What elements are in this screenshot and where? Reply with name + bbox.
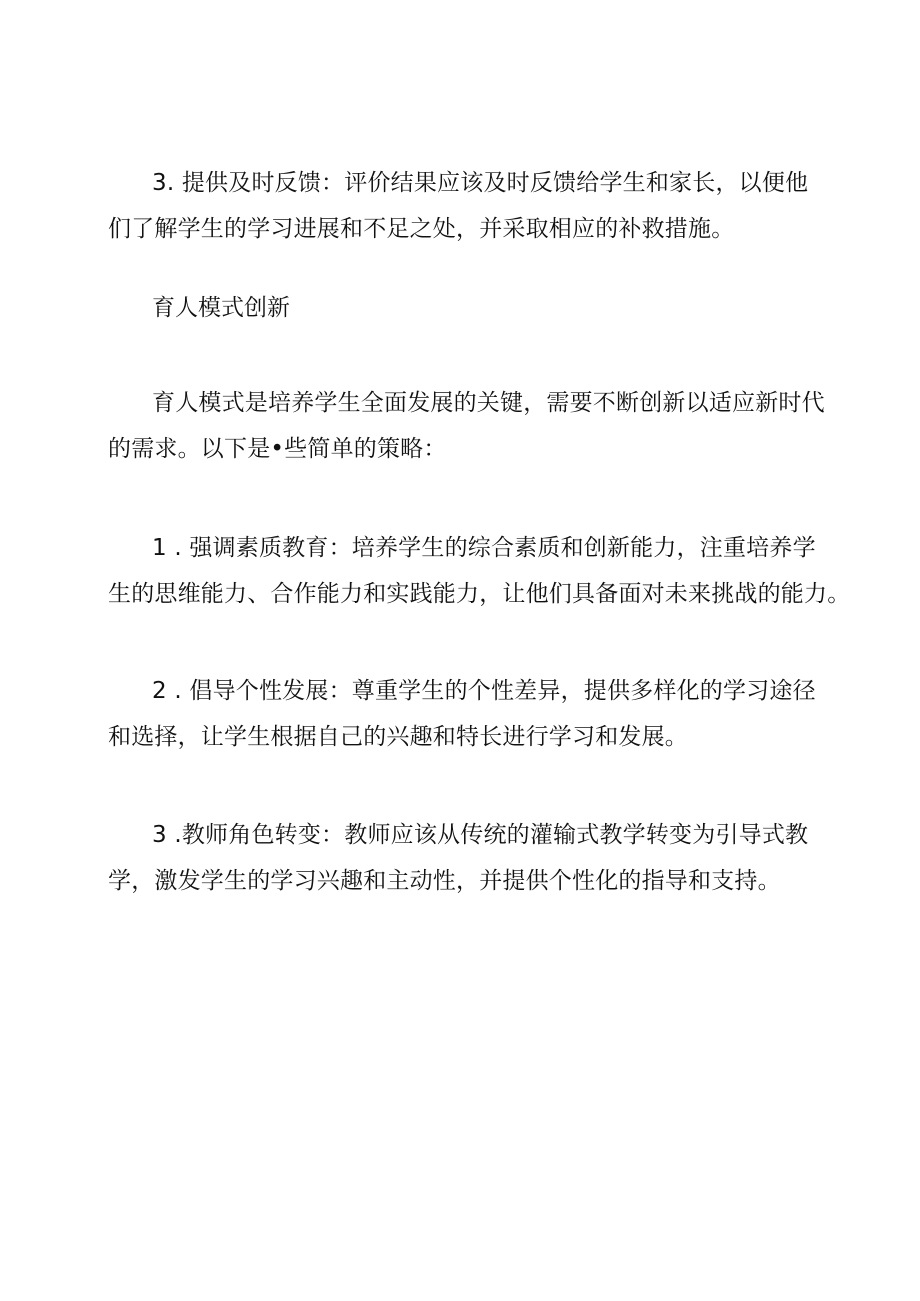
- strategy-paragraph-2: [108, 668, 828, 760]
- feedback-paragraph: [108, 160, 828, 252]
- strategy-1-line-2: 生的思维能力、合作能力和实践能力，让他们具备面对未来挑战的能力。: [108, 581, 851, 607]
- strategy-paragraph-3: [108, 812, 828, 904]
- feedback-line-2: 们了解学生的学习进展和不足之处，并采取相应的补救措施。: [108, 216, 735, 242]
- strategy-2-line-2: 和选择，让学生根据自己的兴趣和特长进行学习和发展。: [108, 724, 688, 750]
- strategy-3-line-2: 学，激发学生的学习兴趣和主动性，并提供个性化的指导和支持。: [108, 868, 781, 894]
- feedback-line-1: 3. 提供及时反馈：评价结果应该及时反馈给学生和家长，以便他: [152, 170, 809, 196]
- intro-paragraph: [108, 380, 828, 472]
- section-heading: 育人模式创新: [152, 295, 290, 321]
- intro-line-2: 的需求。以下是•些简单的策略：: [108, 436, 447, 462]
- strategy-3-line-1: 3 .教师角色转变：教师应该从传统的灌输式教学转变为引导式教: [152, 822, 809, 848]
- strategy-2-line-1: 2 . 倡导个性发展：尊重学生的个性差异，提供多样化的学习途径: [152, 678, 816, 704]
- strategy-paragraph-1: [108, 525, 851, 617]
- strategy-1-line-1: 1 . 强调素质教育：培养学生的综合素质和创新能力，注重培养学: [152, 535, 816, 561]
- intro-line-1: 育人模式是培养学生全面发展的关键，需要不断创新以适应新时代: [152, 390, 825, 416]
